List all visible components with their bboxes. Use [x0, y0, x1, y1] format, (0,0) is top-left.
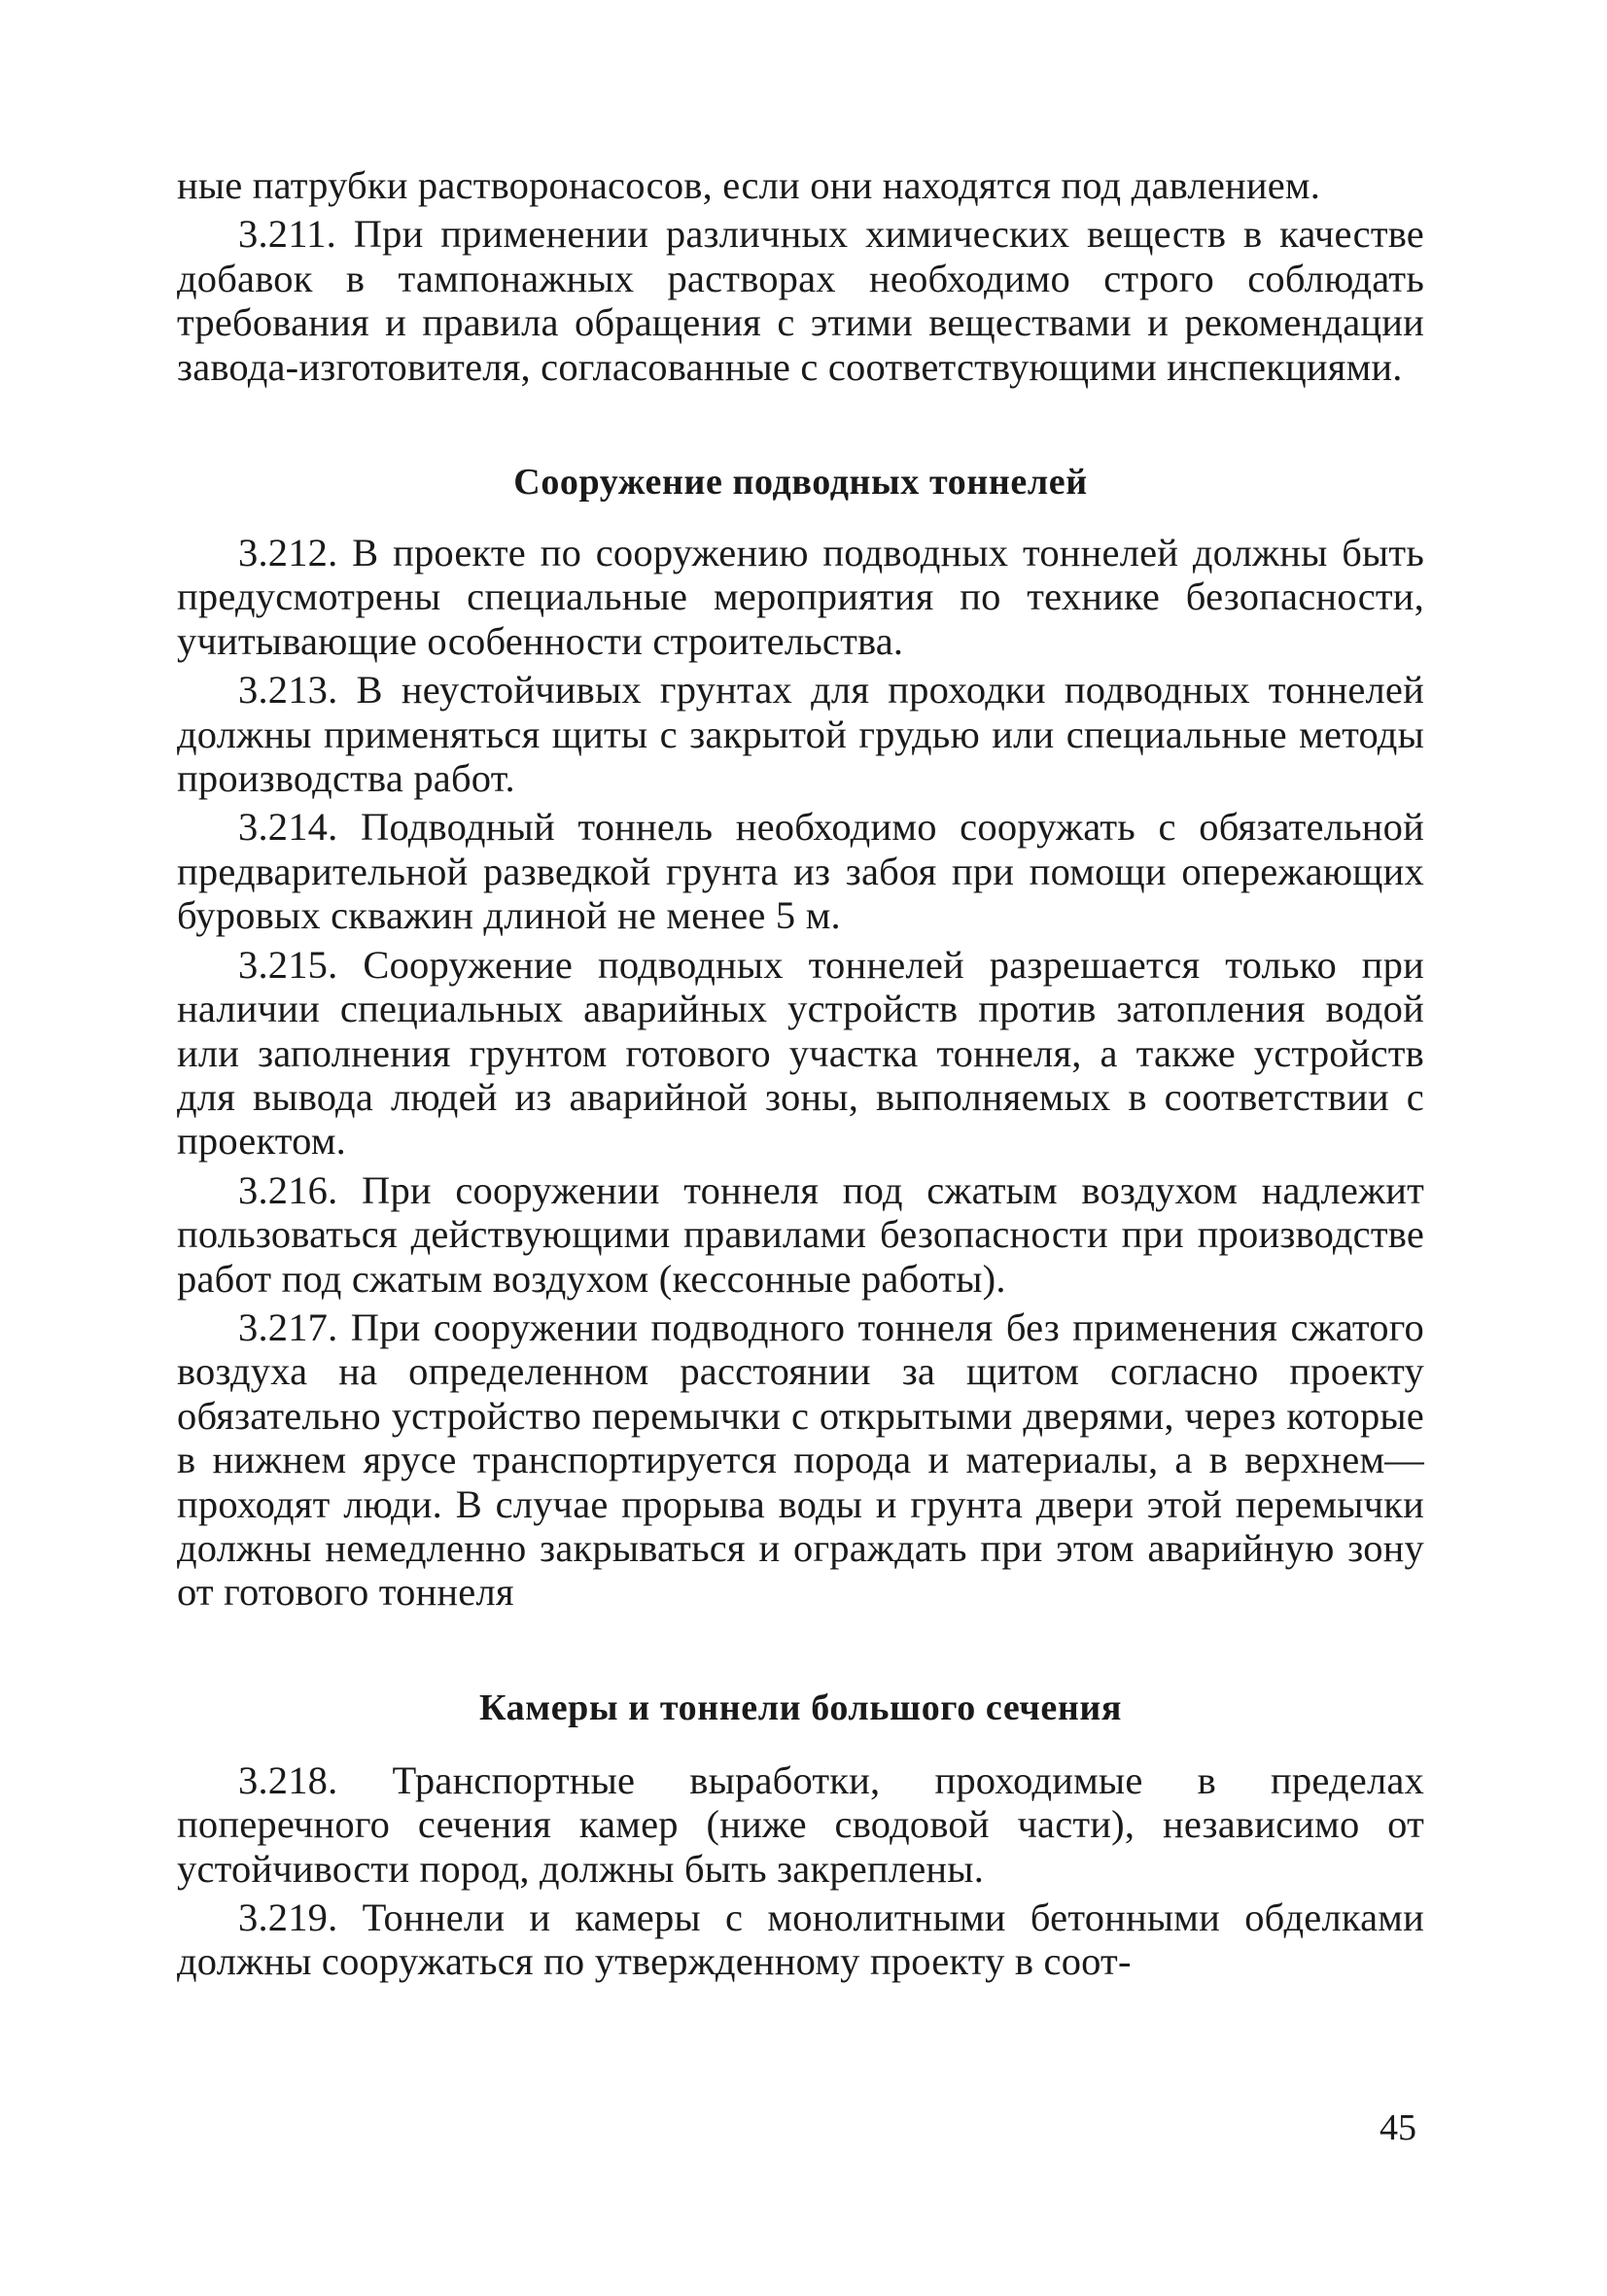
section-heading-underwater-tunnels: Сооружение подводных тоннелей [513, 462, 1088, 504]
paragraph-3-213: 3.213. В неустойчивых грунтах для проходки подводных тоннелей должны применяться щиты с закрытой грудью или специальные методы производства работ. [177, 668, 1424, 801]
page-number: 45 [1380, 2107, 1416, 2148]
paragraph-3-219: 3.219. Тоннели и камеры с монолитными бетонными обделками должны сооружаться по утвержденному проекту в соот- [177, 1896, 1424, 1984]
paragraph-3-218: 3.218. Транспортные выработки, проходимые в пределах поперечного сечения камер (ниже сводовой части), независимо от устойчивости пород, должны быть закреплены. [177, 1757, 1424, 1891]
paragraph-3-216: 3.216. При сооружении тоннеля под сжатым воздухом надлежит пользоваться действующими правилами безопасности при производстве работ под сжатым воздухом (кессонные работы). [177, 1167, 1424, 1301]
section-heading-large-chambers: Камеры и тоннели большого сечения [478, 1687, 1123, 1728]
paragraph-continuation: ные патрубки растворонасосов, если они находятся под давлением. [177, 163, 1321, 207]
paragraph-3-215: 3.215. Сооружение подводных тоннелей разрешается только при наличии специальных аварийных устройств против затопления водой или заполнения грунтом готового участка тоннеля, а также устройств для вывода людей из аварийной зоны, выполняемых в соответствии с проектом. [177, 942, 1424, 1164]
paragraph-3-212: 3.212. В проекте по сооружению подводных тоннелей должны быть предусмотрены специальные мероприятия по технике безопасности, учитывающие особенности строительства. [177, 531, 1424, 663]
paragraph-3-217: 3.217. При сооружении подводного тоннеля без применения сжатого воздуха на определенном расстоянии за щитом согласно проекту обязательно устройство перемычки с открытыми дверями, через которые в нижнем ярусе транспортируется порода и материалы, а в верхнем—проходят люди. В случае прорыва воды и грунта двери этой перемычки должны немедленно закрываться и ограждать при этом аварийную зону от готового тоннеля [177, 1305, 1424, 1615]
paragraph-3-214: 3.214. Подводный тоннель необходимо сооружать с обязательной предварительной разведкой грунта из забоя при помощи опережающих буровых скважин длиной не менее 5 м. [177, 805, 1424, 938]
paragraph-3-211: 3.211. При применении различных химических веществ в качестве добавок в тампонажных растворах необходимо строго соблюдать требования и правила обращения с этими веществами и рекомендации завода-изготовителя, согласованные с соответствующими инспекциями. [177, 212, 1424, 389]
